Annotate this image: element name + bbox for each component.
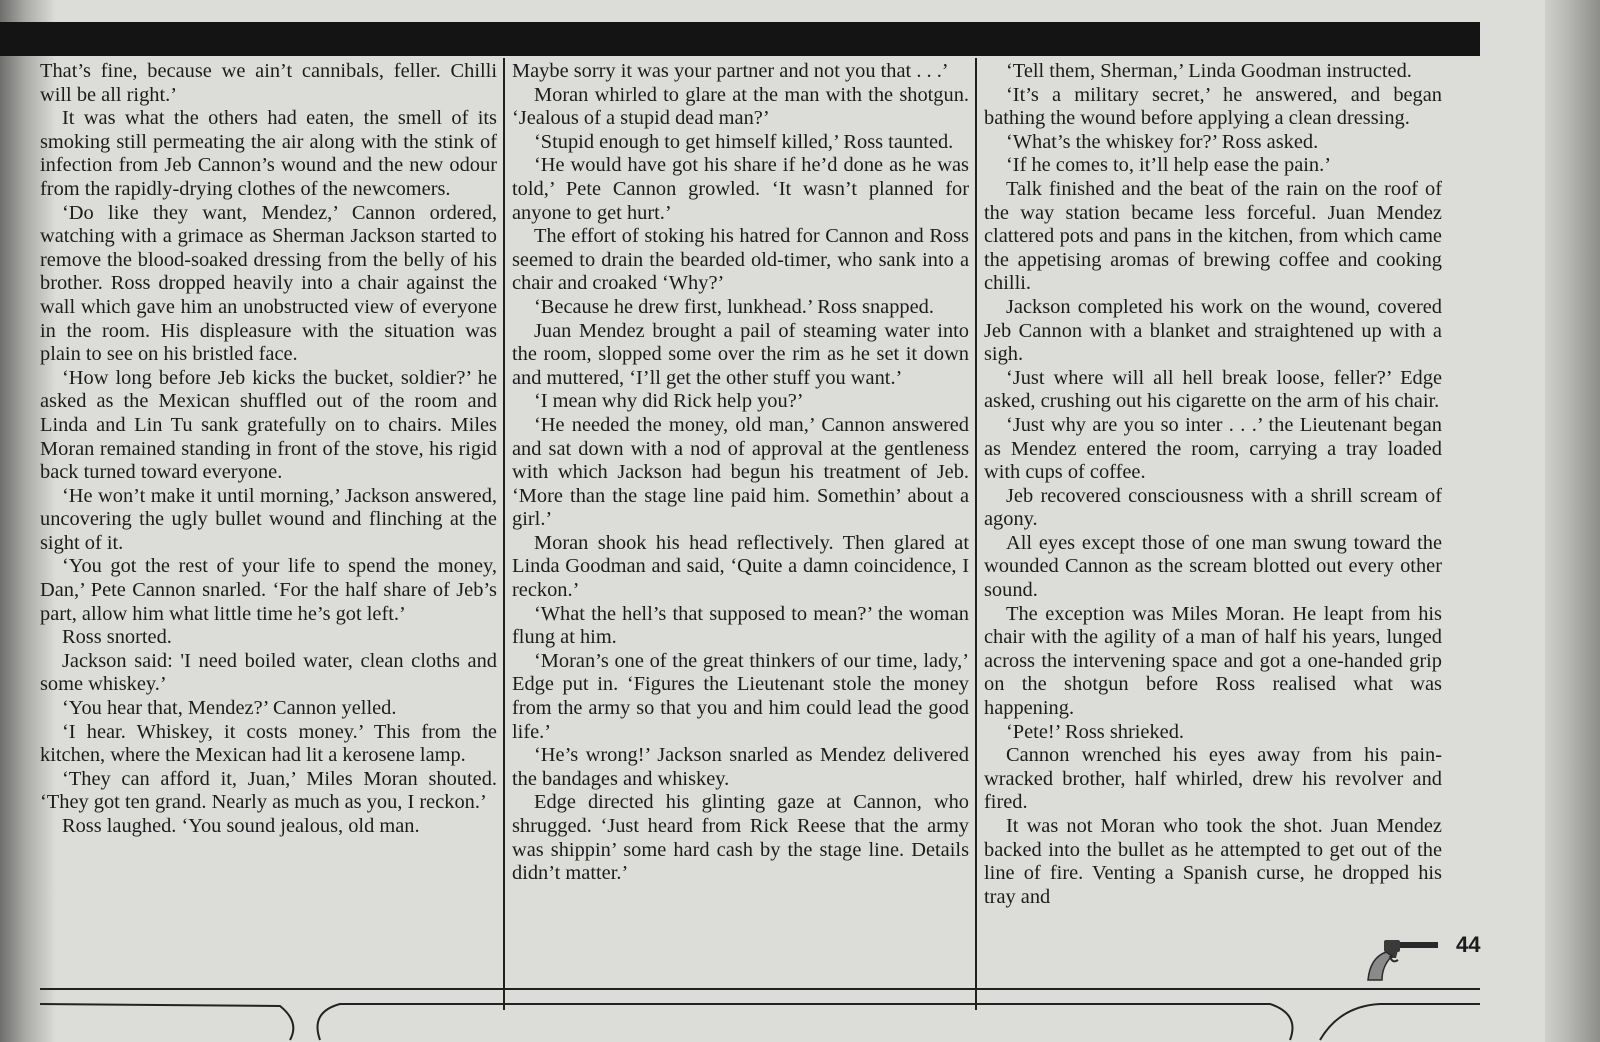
paragraph: Maybe sorry it was your partner and not you that . . .’ xyxy=(512,60,949,82)
paragraph: That’s fine, because we ain’t cannibals, feller. Chilli will be all right.’ xyxy=(40,60,497,106)
paragraph: Jackson completed his work on the wound, covered Jeb Cannon with a blanket and straightened up with a sigh. xyxy=(984,295,1442,366)
revolver-icon xyxy=(1362,936,1442,984)
paragraph: ‘How long before Jeb kicks the bucket, soldier?’ he asked as the Mexican shuffled out of the room and Linda and Lin Tu sank gratefully on to chairs. Miles Moran remained standing in front of the stove, his rigid back turned toward everyone. xyxy=(40,366,497,484)
paragraph: ‘Pete!’ Ross shrieked. xyxy=(1006,720,1184,743)
paragraph: ‘He’s wrong!’ Jackson snarled as Mendez delivered the bandages and whiskey. xyxy=(512,744,969,790)
paragraph: The exception was Miles Moran. He leapt from his chair with the agility of a man of half his years, lunged across the intervening space and got a one-handed grip on the shotgun before Ross realised what was happening. xyxy=(984,602,1442,720)
page-edge-shadow xyxy=(1545,0,1600,1042)
paragraph: ‘If he comes to, it’ll help ease the pain.’ xyxy=(1006,154,1331,177)
paragraph: ‘I hear. Whiskey, it costs money.’ This from the kitchen, where the Mexican had lit a kerosene lamp. xyxy=(40,720,497,767)
paragraph: ‘What the hell’s that supposed to mean?’ the woman flung at him. xyxy=(512,602,969,649)
paragraph: ‘He won’t make it until morning,’ Jackson answered, uncovering the ugly bullet wound and flinching at the sight of it. xyxy=(40,484,497,554)
paragraph: ‘You hear that, Mendez?’ Cannon yelled. xyxy=(62,697,397,720)
page-number: 44 xyxy=(1456,932,1481,957)
paragraph: ‘Stupid enough to get himself killed,’ Ross taunted. xyxy=(534,130,954,153)
paragraph: Moran whirled to glare at the man with the shotgun. ‘Jealous of a stupid dead man?’ xyxy=(512,83,969,130)
paragraph: Moran shook his head reflectively. Then glared at Linda Goodman and said, ‘Quite a damn coincidence, I reckon.’ xyxy=(512,531,969,602)
column-divider-2 xyxy=(975,58,977,1010)
decorative-border-art xyxy=(40,992,1480,1042)
paragraph: ‘I mean why did Rick help you?’ xyxy=(534,390,804,413)
paragraph: It was what the others had eaten, the smell of its smoking still permeating the air along with the stink of infection from Jeb Cannon’s wound and the new odour from the rapidly-drying clothes of the newcomers. xyxy=(40,107,497,200)
paragraph: The effort of stoking his hatred for Cannon and Ross seemed to drain the bearded old-timer, who sank into a chair and croaked ‘Why?’ xyxy=(512,225,969,295)
paragraph: ‘He would have got his share if he’d done as he was told,’ Pete Cannon growled. ‘It wasn’t planned for anyone to get hurt.’ xyxy=(512,154,969,224)
paragraph: ‘They can afford it, Juan,’ Miles Moran shouted. ‘They got ten grand. Nearly as much as you, I reckon.’ xyxy=(40,767,497,814)
paragraph: ‘Moran’s one of the great thinkers of our time, lady,’ Edge put in. ‘Figures the Lieutenant stole the money from the army so that you and him could lead the good life.’ xyxy=(512,649,969,743)
paragraph: Jeb recovered consciousness with a shrill scream of agony. xyxy=(984,484,1442,531)
paragraph: ‘He needed the money, old man,’ Cannon answered and sat down with a nod of approval at the gentleness with which Jackson had begun his treatment of Jeb. ‘More than the stage line paid him. Somethin’ about a girl.’ xyxy=(512,413,969,531)
paragraph: Juan Mendez brought a pail of steaming water into the room, slopped some over the rim as he set it down and muttered, ‘I’ll get the other stuff you want.’ xyxy=(512,319,969,389)
header-bar xyxy=(0,22,1480,56)
text-column-2 xyxy=(512,60,969,985)
paragraph: ‘Just why are you so inter . . .’ the Lieutenant began as Mendez entered the room, carrying a tray loaded with cups of coffee. xyxy=(984,413,1442,484)
paragraph: ‘Just where will all hell break loose, feller?’ Edge asked, crushing out his cigarette on the arm of his chair. xyxy=(984,366,1442,413)
text-column-1 xyxy=(40,60,497,985)
paragraph: It was not Moran who took the shot. Juan Mendez backed into the bullet as he attempted to get out of the line of fire. Venting a Spanish curse, he dropped his tray and xyxy=(984,815,1442,908)
footer-rule xyxy=(40,988,1480,990)
text-column-3 xyxy=(984,60,1442,985)
paragraph: Talk finished and the beat of the rain on the roof of the way station became less forceful. Juan Mendez clattered pots and pans in the kitchen, from which came the appetising aromas of brewing coffee and cooking chilli. xyxy=(984,177,1442,295)
paragraph: Ross laughed. ‘You sound jealous, old man. xyxy=(62,815,420,837)
paragraph: ‘Because he drew first, lunkhead.’ Ross snapped. xyxy=(534,295,934,318)
paragraph: Edge directed his glinting gaze at Cannon, who shrugged. ‘Just heard from Rick Reese that the army was shippin’ some hard cash by the stage line. Details didn’t matter.’ xyxy=(512,791,969,885)
paragraph: Cannon wrenched his eyes away from his pain-wracked brother, half whirled, drew his revolver and fired. xyxy=(984,744,1442,814)
paragraph: All eyes except those of one man swung toward the wounded Cannon as the scream blotted out every other sound. xyxy=(984,531,1442,602)
paragraph: ‘What’s the whiskey for?’ Ross asked. xyxy=(1006,130,1319,153)
paragraph: Jackson said: 'I need boiled water, clean cloths and some whiskey.’ xyxy=(40,649,497,696)
paragraph: Ross snorted. xyxy=(62,626,172,649)
paragraph: ‘You got the rest of your life to spend the money, Dan,’ Pete Cannon snarled. ‘For the half share of Jeb’s part, allow him what little time he’s got left.’ xyxy=(40,555,497,625)
paragraph: ‘Do like they want, Mendez,’ Cannon ordered, watching with a grimace as Sherman Jackson started to remove the blood-soaked dressing from the belly of his brother. Ross dropped heavily into a chair against the wall which gave him an unobstructed view of everyone in the room. His displeasure with the situation was plain to see on his bristled face. xyxy=(40,201,497,366)
paragraph: ‘It’s a military secret,’ he answered, and began bathing the wound before applying a clean dressing. xyxy=(984,83,1442,130)
paragraph: ‘Tell them, Sherman,’ Linda Goodman instructed. xyxy=(1006,60,1412,82)
column-divider-1 xyxy=(503,58,505,1010)
